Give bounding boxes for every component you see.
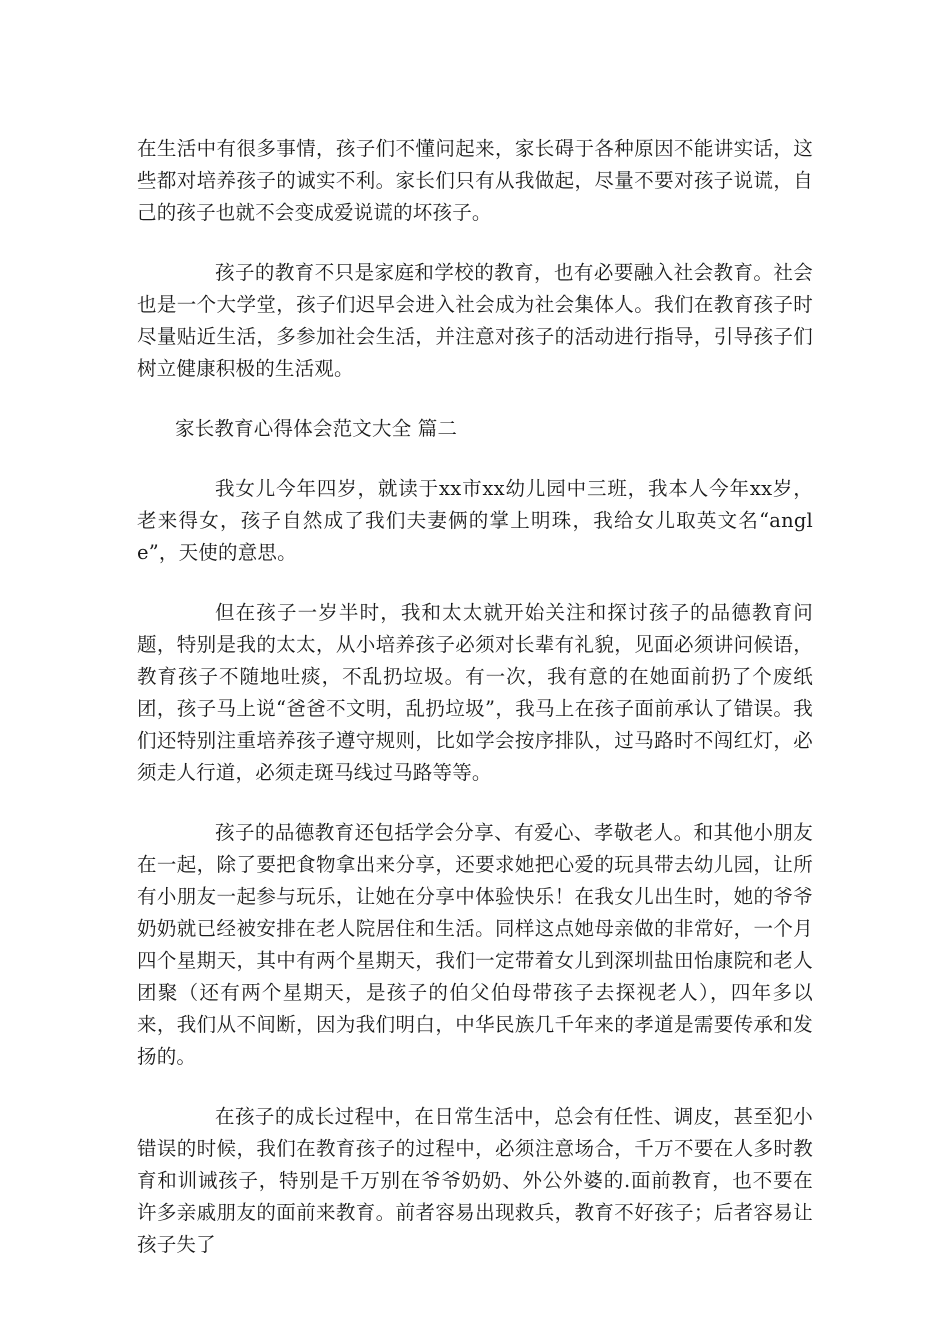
paragraph-sharing-filial: 孩子的品德教育还包括学会分享、有爱心、孝敬老人。和其他小朋友在一起，除了要把食物拿出来分享，还要求她把心爱的玩具带去幼儿园，让所有小朋友一起参与玩乐，让她在分享中体验快乐！在我女儿出生时，她的爷爷奶奶就已经被安排在老人院居住和生活。同样这点她母亲做的非常好，一个月四个星期天，其中有两个星期天，我们一定带着女儿到深圳盐田怡康院和老人团聚（还有两个星期天，是孩子的伯父伯母带孩子去探视老人），四年多以来，我们从不间断，因为我们明白，中华民族几千年来的孝道是需要传承和发扬的。 <box>137 821 813 1068</box>
paragraph-social-education: 孩子的教育不只是家庭和学校的教育，也有必要融入社会教育。社会也是一个大学堂，孩子们迟早会进入社会成为社会集体人。我们在教育孩子时尽量贴近生活，多参加社会生活，并注意对孩子的活动进行指导，引导孩子们树立健康积极的生活观。 <box>137 261 813 380</box>
section-heading: 家长教育心得体会范文大全 篇二 <box>175 417 458 440</box>
paragraph-discipline: 在孩子的成长过程中，在日常生活中，总会有任性、调皮，甚至犯小错误的时候，我们在教育孩子的过程中，必须注意场合，千万不要在人多时教育和训诫孩子，特别是千万别在爷爷奶奶、外公外婆的.面前教育，也不要在许多亲戚朋友的面前来教育。前者容易出现救兵，教育不好孩子；后者容易让孩子失了 <box>137 1105 813 1256</box>
paragraph-moral-education: 但在孩子一岁半时，我和太太就开始关注和探讨孩子的品德教育问题，特别是我的太太，从小培养孩子必须对长辈有礼貌，见面必须讲问候语，教育孩子不随地吐痰，不乱扔垃圾。有一次，我有意的在她面前扔了个废纸团，孩子马上说“爸爸不文明，乱扔垃圾”，我马上在孩子面前承认了错误。我们还特别注重培养孩子遵守规则，比如学会按序排队，过马路时不闯红灯，必须走人行道，必须走斑马线过马路等等。 <box>137 601 813 784</box>
paragraph-honesty: 在生活中有很多事情，孩子们不懂问起来，家长碍于各种原因不能讲实话，这些都对培养孩子的诚实不利。家长们只有从我做起，尽量不要对孩子说谎，自己的孩子也就不会变成爱说谎的坏孩子。 <box>137 137 813 224</box>
document-body <box>137 133 813 1289</box>
paragraph-daughter-intro: 我女儿今年四岁，就读于xx市xx幼儿园中三班，我本人今年xx岁，老来得女，孩子自然成了我们夫妻俩的掌上明珠，我给女儿取英文名“angle”，天使的意思。 <box>137 477 813 564</box>
